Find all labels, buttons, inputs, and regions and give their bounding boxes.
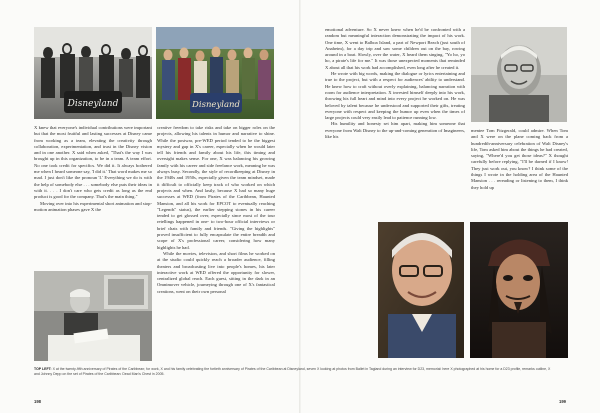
photo-older-man-glasses-color-image xyxy=(378,222,464,358)
photo-caption-text: X at the twenty-fifth anniversary of Pirates of the Caribbean; for work, X and his family celebrating the fortieth anniversary of Pirates of the Caribbean at Disneyland, seven X looking at photos from Ballet in Tagland during an interview for D23, memorial: here X photographed at his home for a D23 profile, remarks outline, X and Johnny Depp on the set of Pirates of the Caribbean: Dead Man's Chest in 2005. xyxy=(34,367,551,376)
page-gutter xyxy=(299,0,301,413)
photo-man-reading-bw-image xyxy=(34,271,152,361)
col2-paragraph: While the movies, television, and short films he worked on at the studio could quickly reach a broader audience, filling theaters and broadcasting live into people's homes, his later interactive work at WED offered the opportunity for slower, centralized global reach. Each guest, sitting in the dark in an Omnimover vehicle, journeying through one of X's fantastical creations, went on their own personal xyxy=(157,250,275,294)
page-number-left: 198 xyxy=(34,399,41,404)
text-column-3 xyxy=(325,27,465,219)
photo-caption-lead: TOP LEFT: xyxy=(34,367,52,371)
col3-paragraph: He wrote with big words, making the dialogue or lyrics entertaining and true to the project, but with a respect for audiences' ability to understand. He knew how to craft without overly explaining, balancing narration with room for audience interpretation. X invested himself deeply into his work, throwing his full heart and mind into every project he worked on. He was beloved by talent because he understood and supported their gifts, treating everyone with respect and keeping the humor up even when the times of large projects could very easily lead to patience running low. xyxy=(325,71,465,121)
col2-paragraph: creative freedom to take risks and take on bigger roles on the projects, allowing his talents in humor and narrative to shine. While the postwar, pre-WED period tended to be the biggest mystery and gap in X's career, especially when he would later tell his friends and family about his life, this timing and oversight makes sense. For one, X was balancing his growing family with his career and side freelance work, meaning he was always busy. Secondly, the style of recordkeeping at Disney in the 1940s and 1950s, especially given the team mindset, made it difficult to officially keep track of who worked on which projects and when. And lastly, because X had so many huge successes at WED (from Pirates of the Caribbean, Haunted Mansion, and all his work for EPCOT to eventually reaching "Legends" status), the earlier stepping stones in his career tended to get glossed over, especially since most of the tour retellings happened in one- to two-hour official interviews or brief chats with family and friends. "Giving the highlights" proved insufficient to fully encapsulate the entire breadth and scope of X's professional career, considering how many highlights he had. xyxy=(157,125,275,250)
photo-older-man-portrait-bw xyxy=(471,27,567,122)
photo-pirate-character-color xyxy=(470,222,568,358)
photo-disneyland-group-color xyxy=(156,27,274,119)
col1-paragraph: X knew that everyone's individual contributions were important but that the most fruitful and lasting successes at Disney came from working as a team, elevating the creativity through collaboration, experimentation, and trust in the Disney vision and in one another. X said when asked, "That's the way I was brought up in this organization, to be in a team. A team effort. No one took credit for specifics. We did it. It always bothered me when I heard someone say, 'I did it.' That word makes me so mad. I just don't like the pronoun 'I.' Everything we do is with the help of somebody else . . . somebody else puts their ideas in with it. . . . I don't care who gets credit as long as the end product is good for the company. That's the main thing." xyxy=(34,125,152,200)
page-number-right: 199 xyxy=(559,399,566,404)
photo-caption xyxy=(34,367,554,389)
col3-paragraph: emotional adventure. So X never knew when he'd be confronted with a random but meaningful interaction demonstrating the impact of his work. One time, X went to Balboa Island, a part of Newport Beach (just south of Anaheim), for a day trip and saw some children out on the bay, rowing around in a boat. Slowly, over the water, X heard them singing, "Yo ho, yo ho, a pirate's life for me." It was those unexpected moments that reminded X about all that his work had accomplished, even long after he created it. xyxy=(325,27,465,70)
text-column-1 xyxy=(34,125,152,267)
col3-paragraph: His humility and honesty set him apart, making him someone that everyone from Walt Disney to the up-and-coming generation of Imagineers, like his xyxy=(325,121,465,140)
photo-older-man-glasses-color xyxy=(378,222,464,358)
photo-disneyland-group-bw xyxy=(34,27,152,119)
photo-disneyland-group-color-sign: Disneyland xyxy=(192,100,240,110)
photo-disneyland-group-color-image xyxy=(156,27,274,119)
photo-older-man-portrait-bw-image xyxy=(471,27,567,122)
text-column-2 xyxy=(157,125,275,365)
photo-disneyland-group-bw-sign: Disneyland xyxy=(67,99,119,109)
col1-paragraph: Moving over into his experimental short animation and stop-motion animation phases gave X the xyxy=(34,200,152,212)
photo-man-reading-bw xyxy=(34,271,152,361)
text-column-4 xyxy=(471,128,568,218)
col4-paragraph: mentee Tom Fitzgerald, could admire. When Tom and X were on the plane coming back from a hundredth-anniversary celebration of Walt Disney's life, Tom asked him about the things he had created, saying, "Where'd you get those ideas?" X thought carefully before replying, "I'll be darned if I know! They just work out, you know? I think some of the things I wrote in the holding area of the Haunted Mansion . . . rereading or listening to them, I think they hold up xyxy=(471,128,568,190)
photo-disneyland-group-bw-image xyxy=(34,27,152,119)
photo-pirate-character-color-image xyxy=(470,222,568,358)
